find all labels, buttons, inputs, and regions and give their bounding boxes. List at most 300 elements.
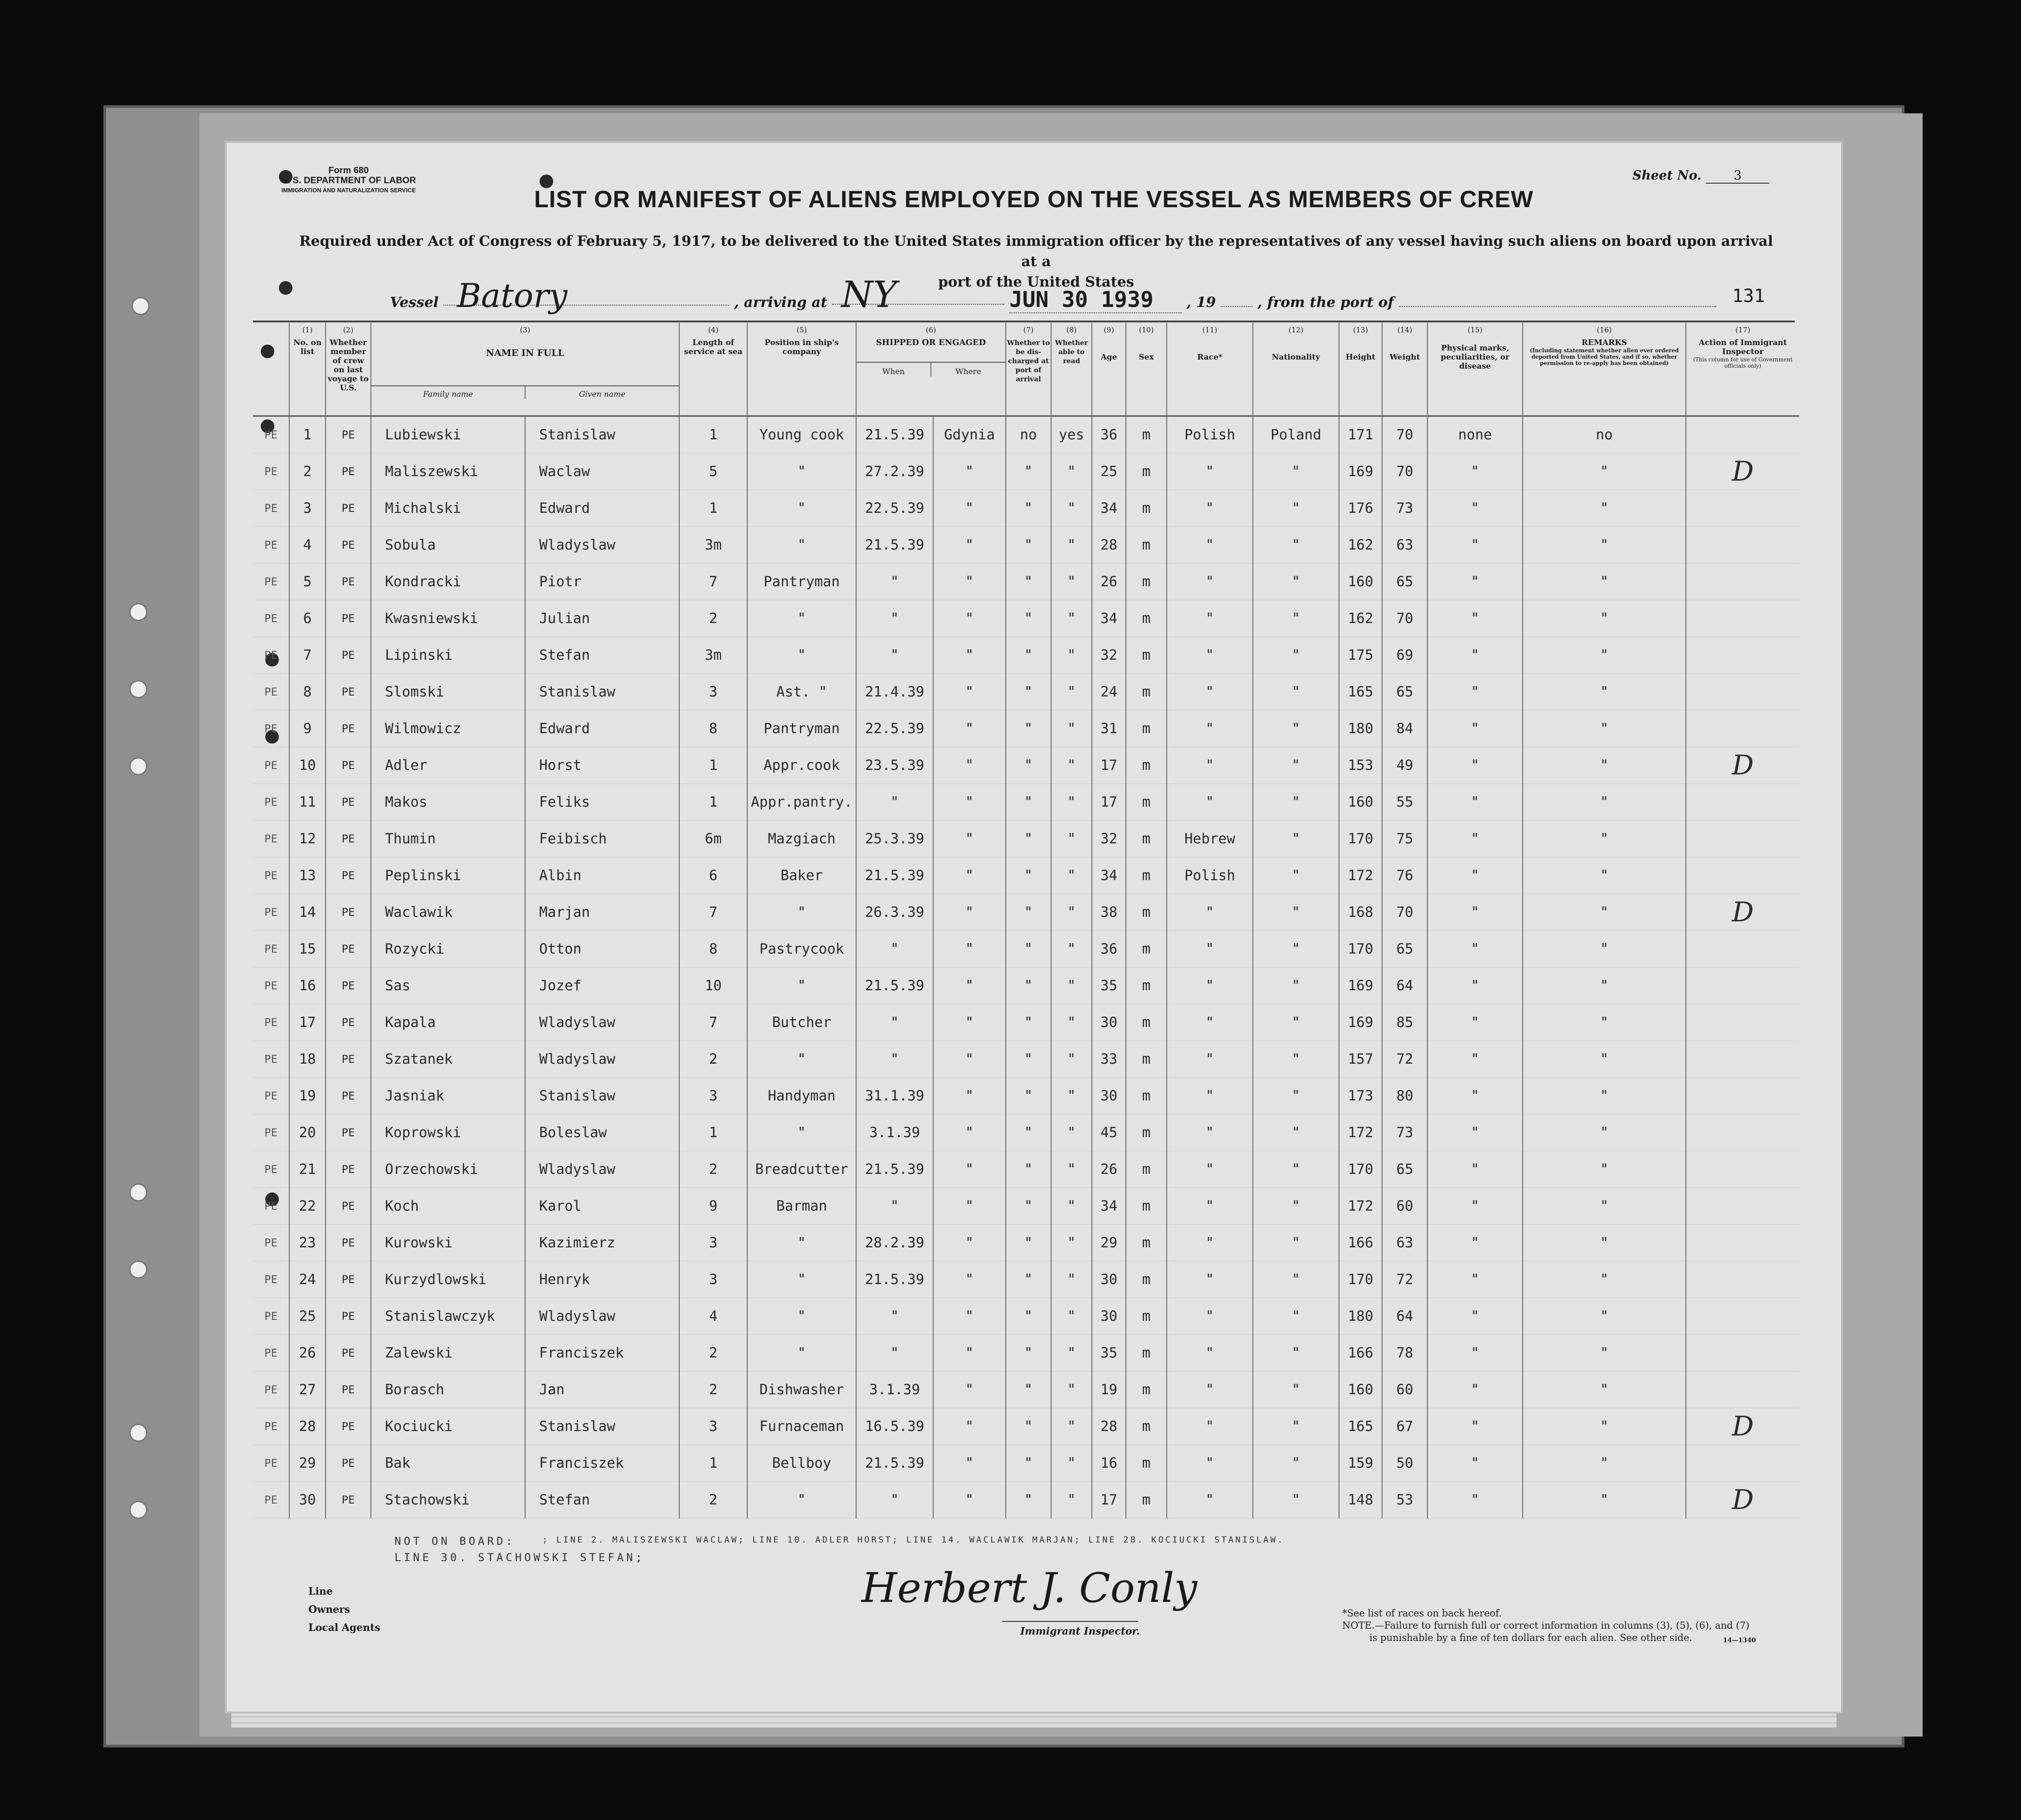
row-shipped-where: ": [933, 1445, 1006, 1481]
sheet-number: [1632, 168, 1769, 184]
row-shipped-when: 22.5.39: [856, 710, 933, 747]
row-race: ": [1167, 1077, 1253, 1114]
row-nationality: ": [1253, 1224, 1339, 1261]
row-family-name: Stachowski: [371, 1481, 525, 1518]
row-family-name: Maliszewski: [371, 453, 525, 490]
row-shipped-when: 21.4.39: [856, 673, 933, 710]
row-shipped-when: ": [856, 930, 933, 967]
row-given-name: Waclaw: [525, 453, 679, 490]
row-remarks: ": [1523, 857, 1686, 894]
row-crew-last-voyage: PE: [326, 857, 371, 894]
row-position: Ast. ": [747, 673, 856, 710]
row-shipped-where: ": [933, 1334, 1006, 1371]
row-height: 176: [1339, 490, 1382, 526]
row-age: 34: [1092, 600, 1126, 637]
row-age: 25: [1092, 453, 1126, 490]
row-weight: 50: [1382, 1445, 1427, 1481]
footer-labels: [308, 1582, 380, 1637]
row-shipped-when: 22.5.39: [856, 490, 933, 526]
row-age: 29: [1092, 1224, 1126, 1261]
row-length-of-service: 5: [679, 453, 747, 490]
row-margin-mark: PE: [253, 1334, 289, 1371]
row-sex: m: [1126, 747, 1167, 783]
footnote-fine: is punishable by a fine of ten dollars for each alien. See other side.: [1369, 1632, 1692, 1643]
when-header: When: [857, 363, 931, 376]
row-shipped-where: ": [933, 1187, 1006, 1224]
row-family-name: Kurowski: [371, 1224, 525, 1261]
row-nationality: ": [1253, 783, 1339, 820]
row-discharged: ": [1006, 1298, 1051, 1334]
row-height: 157: [1339, 1041, 1382, 1077]
row-remarks: ": [1523, 1481, 1686, 1518]
col-2-header: (2) Whether member of crew on last voyage to U.S.: [326, 323, 371, 416]
row-nationality: ": [1253, 1298, 1339, 1334]
row-crew-last-voyage: PE: [326, 820, 371, 857]
table-row: [253, 967, 1799, 1004]
row-crew-last-voyage: PE: [326, 416, 371, 453]
row-family-name: Peplinski: [371, 857, 525, 894]
row-margin-mark: PE: [253, 673, 289, 710]
row-race: ": [1167, 894, 1253, 930]
row-inspector-action: D: [1686, 747, 1799, 783]
row-remarks: ": [1523, 967, 1686, 1004]
row-sex: m: [1126, 820, 1167, 857]
footnote-races: *See list of races on back hereof.: [1342, 1608, 1502, 1619]
row-given-name: Stanislaw: [525, 416, 679, 453]
row-age: 30: [1092, 1004, 1126, 1041]
row-discharged: ": [1006, 710, 1051, 747]
row-length-of-service: 6: [679, 857, 747, 894]
row-weight: 80: [1382, 1077, 1427, 1114]
row-inspector-action: [1686, 710, 1799, 747]
row-weight: 73: [1382, 1114, 1427, 1151]
row-remarks: ": [1523, 1298, 1686, 1334]
row-position: ": [747, 894, 856, 930]
row-nationality: ": [1253, 673, 1339, 710]
row-race: ": [1167, 1114, 1253, 1151]
row-given-name: Marjan: [525, 894, 679, 930]
row-able-to-read: ": [1051, 673, 1092, 710]
row-nationality: ": [1253, 1041, 1339, 1077]
col-7-header: (7) Whether to be dis-charged at port of arrival: [1006, 323, 1051, 416]
table-row: [253, 526, 1799, 563]
row-shipped-where: ": [933, 747, 1006, 783]
row-inspector-action: [1686, 930, 1799, 967]
footnote: [1342, 1607, 1749, 1644]
row-nationality: ": [1253, 490, 1339, 526]
row-physical-marks: ": [1427, 563, 1523, 600]
sheet-value: 3: [1706, 168, 1769, 184]
row-crew-last-voyage: PE: [326, 526, 371, 563]
row-number: 27: [289, 1371, 326, 1408]
row-discharged: ": [1006, 1151, 1051, 1187]
row-shipped-when: 25.3.39: [856, 820, 933, 857]
row-weight: 67: [1382, 1408, 1427, 1445]
col-8-header: (8) Whether able to read: [1051, 323, 1092, 416]
row-able-to-read: ": [1051, 930, 1092, 967]
row-sex: m: [1126, 1298, 1167, 1334]
table-row: [253, 820, 1799, 857]
col-4-header: (4) Length of service at sea: [679, 323, 747, 416]
row-discharged: ": [1006, 1114, 1051, 1151]
row-inspector-action: [1686, 783, 1799, 820]
row-age: 34: [1092, 1187, 1126, 1224]
row-sex: m: [1126, 1151, 1167, 1187]
row-number: 30: [289, 1481, 326, 1518]
row-nationality: ": [1253, 1114, 1339, 1151]
row-given-name: Stanislaw: [525, 1408, 679, 1445]
row-weight: 70: [1382, 416, 1427, 453]
row-inspector-action: [1686, 1004, 1799, 1041]
row-inspector-action: [1686, 416, 1799, 453]
arriving-label: , arriving at: [734, 294, 828, 311]
row-able-to-read: ": [1051, 637, 1092, 673]
row-age: 31: [1092, 710, 1126, 747]
row-family-name: Thumin: [371, 820, 525, 857]
row-number: 8: [289, 673, 326, 710]
row-remarks: ": [1523, 710, 1686, 747]
row-length-of-service: 1: [679, 1445, 747, 1481]
table-row: [253, 490, 1799, 526]
row-height: 169: [1339, 453, 1382, 490]
row-height: 170: [1339, 1151, 1382, 1187]
row-weight: 63: [1382, 1224, 1427, 1261]
binder-ring: [129, 757, 147, 775]
row-discharged: ": [1006, 526, 1051, 563]
row-length-of-service: 2: [679, 600, 747, 637]
row-physical-marks: ": [1427, 1041, 1523, 1077]
row-margin-mark: PE: [253, 1371, 289, 1408]
row-nationality: ": [1253, 1481, 1339, 1518]
row-family-name: Kondracki: [371, 563, 525, 600]
row-height: 169: [1339, 967, 1382, 1004]
row-remarks: ": [1523, 526, 1686, 563]
row-physical-marks: ": [1427, 1224, 1523, 1261]
row-weight: 65: [1382, 930, 1427, 967]
row-shipped-where: ": [933, 1224, 1006, 1261]
row-inspector-action: [1686, 820, 1799, 857]
owners-label: Owners: [308, 1604, 351, 1616]
row-shipped-where: ": [933, 967, 1006, 1004]
col-1-header: (1) No. on list: [289, 323, 326, 416]
row-crew-last-voyage: PE: [326, 637, 371, 673]
row-number: 26: [289, 1334, 326, 1371]
row-height: 172: [1339, 857, 1382, 894]
row-given-name: Stanislaw: [525, 673, 679, 710]
row-crew-last-voyage: PE: [326, 1445, 371, 1481]
row-shipped-when: 21.5.39: [856, 1151, 933, 1187]
row-margin-mark: PE: [253, 637, 289, 673]
row-shipped-where: ": [933, 1151, 1006, 1187]
col-5-header: (5) Position in ship's company: [747, 323, 856, 416]
row-shipped-when: ": [856, 563, 933, 600]
row-shipped-when: ": [856, 1004, 933, 1041]
row-position: Furnaceman: [747, 1408, 856, 1445]
row-family-name: Bak: [371, 1445, 525, 1481]
row-number: 6: [289, 600, 326, 637]
row-number: 4: [289, 526, 326, 563]
col-15-header: (15) Physical marks, peculiarities, or disease: [1427, 323, 1523, 416]
row-sex: m: [1126, 1041, 1167, 1077]
row-height: 159: [1339, 1445, 1382, 1481]
row-crew-last-voyage: PE: [326, 1151, 371, 1187]
row-given-name: Edward: [525, 490, 679, 526]
row-number: 7: [289, 637, 326, 673]
row-discharged: ": [1006, 1187, 1051, 1224]
table-row: [253, 857, 1799, 894]
row-age: 35: [1092, 1334, 1126, 1371]
row-shipped-where: ": [933, 1114, 1006, 1151]
row-sex: m: [1126, 1261, 1167, 1298]
row-able-to-read: ": [1051, 747, 1092, 783]
row-race: Polish: [1167, 857, 1253, 894]
row-crew-last-voyage: PE: [326, 1224, 371, 1261]
row-position: ": [747, 1261, 856, 1298]
row-able-to-read: ": [1051, 1114, 1092, 1151]
row-number: 19: [289, 1077, 326, 1114]
row-discharged: ": [1006, 563, 1051, 600]
row-crew-last-voyage: PE: [326, 1298, 371, 1334]
row-length-of-service: 3: [679, 673, 747, 710]
row-sex: m: [1126, 526, 1167, 563]
table-row: [253, 930, 1799, 967]
row-nationality: ": [1253, 1077, 1339, 1114]
row-length-of-service: 2: [679, 1334, 747, 1371]
row-crew-last-voyage: PE: [326, 1371, 371, 1408]
row-inspector-action: [1686, 600, 1799, 637]
row-age: 17: [1092, 1481, 1126, 1518]
row-race: ": [1167, 710, 1253, 747]
row-crew-last-voyage: PE: [326, 1261, 371, 1298]
lines-note: ; LINE 2. MALISZEWSKI WACLAW; LINE 10. ADLER HORST; LINE 14. WACLAWIK MARJAN; LINE 28. KOCIUCKI STANISLAW.: [542, 1535, 1285, 1545]
row-physical-marks: ": [1427, 1298, 1523, 1334]
row-race: Polish: [1167, 416, 1253, 453]
row-margin-mark: PE: [253, 1224, 289, 1261]
col-13-header: (13) Height: [1339, 323, 1382, 416]
row-remarks: ": [1523, 1408, 1686, 1445]
row-family-name: Kociucki: [371, 1408, 525, 1445]
row-position: Appr.cook: [747, 747, 856, 783]
row-physical-marks: ": [1427, 490, 1523, 526]
row-able-to-read: ": [1051, 1224, 1092, 1261]
table-row: [253, 673, 1799, 710]
row-margin-mark: PE: [253, 1114, 289, 1151]
table-row: [253, 783, 1799, 820]
row-margin-mark: PE: [253, 1298, 289, 1334]
row-physical-marks: ": [1427, 1004, 1523, 1041]
row-family-name: Kwasniewski: [371, 600, 525, 637]
row-able-to-read: ": [1051, 1371, 1092, 1408]
subtitle-line-1: Required under Act of Congress of February 5, 1917, to be delivered to the United States immigration officer by the representatives of any vessel having such aliens on board upon arrival at a: [299, 233, 1773, 270]
row-able-to-read: ": [1051, 967, 1092, 1004]
row-shipped-where: ": [933, 1004, 1006, 1041]
row-sex: m: [1126, 710, 1167, 747]
row-margin-mark: PE: [253, 563, 289, 600]
row-shipped-where: ": [933, 1041, 1006, 1077]
row-height: 170: [1339, 1261, 1382, 1298]
row-crew-last-voyage: PE: [326, 710, 371, 747]
row-shipped-when: ": [856, 1334, 933, 1371]
row-remarks: ": [1523, 490, 1686, 526]
row-sex: m: [1126, 453, 1167, 490]
row-discharged: ": [1006, 1408, 1051, 1445]
row-crew-last-voyage: PE: [326, 453, 371, 490]
row-able-to-read: yes: [1051, 416, 1092, 453]
row-shipped-when: 26.3.39: [856, 894, 933, 930]
row-discharged: no: [1006, 416, 1051, 453]
row-given-name: Wladyslaw: [525, 526, 679, 563]
row-race: ": [1167, 1371, 1253, 1408]
form-number: Form 680: [328, 165, 369, 175]
row-age: 45: [1092, 1114, 1126, 1151]
row-shipped-where: ": [933, 710, 1006, 747]
row-family-name: Rozycki: [371, 930, 525, 967]
table-row: [253, 1041, 1799, 1077]
row-sex: m: [1126, 637, 1167, 673]
row-margin-mark: PE: [253, 1408, 289, 1445]
row-position: Dishwasher: [747, 1371, 856, 1408]
row-crew-last-voyage: PE: [326, 967, 371, 1004]
row-shipped-when: 21.5.39: [856, 1445, 933, 1481]
row-shipped-when: 3.1.39: [856, 1114, 933, 1151]
row-shipped-where: ": [933, 453, 1006, 490]
row-age: 19: [1092, 1371, 1126, 1408]
row-number: 1: [289, 416, 326, 453]
row-inspector-action: [1686, 1041, 1799, 1077]
row-position: Handyman: [747, 1077, 856, 1114]
row-crew-last-voyage: PE: [326, 563, 371, 600]
row-age: 30: [1092, 1077, 1126, 1114]
row-age: 36: [1092, 930, 1126, 967]
row-able-to-read: ": [1051, 820, 1092, 857]
row-position: Butcher: [747, 1004, 856, 1041]
row-weight: 64: [1382, 967, 1427, 1004]
row-number: 25: [289, 1298, 326, 1334]
row-number: 29: [289, 1445, 326, 1481]
row-discharged: ": [1006, 1041, 1051, 1077]
row-able-to-read: ": [1051, 563, 1092, 600]
row-discharged: ": [1006, 1004, 1051, 1041]
row-discharged: ": [1006, 967, 1051, 1004]
row-height: 165: [1339, 1408, 1382, 1445]
row-margin-mark: PE: [253, 820, 289, 857]
row-remarks: no: [1523, 416, 1686, 453]
row-weight: 76: [1382, 857, 1427, 894]
row-discharged: ": [1006, 673, 1051, 710]
row-nationality: ": [1253, 1445, 1339, 1481]
row-discharged: ": [1006, 857, 1051, 894]
row-remarks: ": [1523, 1041, 1686, 1077]
row-remarks: ": [1523, 783, 1686, 820]
row-nationality: ": [1253, 967, 1339, 1004]
row-crew-last-voyage: PE: [326, 1114, 371, 1151]
row-physical-marks: ": [1427, 747, 1523, 783]
row-number: 22: [289, 1187, 326, 1224]
row-age: 30: [1092, 1261, 1126, 1298]
row-discharged: ": [1006, 820, 1051, 857]
row-shipped-where: ": [933, 1261, 1006, 1298]
col-10-header: (10) Sex: [1126, 323, 1167, 416]
row-given-name: Kazimierz: [525, 1224, 679, 1261]
row-age: 34: [1092, 857, 1126, 894]
row-family-name: Jasniak: [371, 1077, 525, 1114]
row-discharged: ": [1006, 747, 1051, 783]
table-row: [253, 563, 1799, 600]
row-family-name: Borasch: [371, 1371, 525, 1408]
row-nationality: ": [1253, 1334, 1339, 1371]
row-inspector-action: [1686, 1298, 1799, 1334]
row-given-name: Wladyslaw: [525, 1298, 679, 1334]
row-family-name: Adler: [371, 747, 525, 783]
row-able-to-read: ": [1051, 1187, 1092, 1224]
row-nationality: ": [1253, 453, 1339, 490]
row-physical-marks: ": [1427, 1445, 1523, 1481]
row-able-to-read: ": [1051, 1334, 1092, 1371]
row-shipped-when: 21.5.39: [856, 857, 933, 894]
row-physical-marks: ": [1427, 1408, 1523, 1445]
binder-ring: [129, 1501, 147, 1519]
department-name: U. S. DEPARTMENT OF LABOR: [281, 175, 416, 185]
row-given-name: Feibisch: [525, 820, 679, 857]
sheet-label: Sheet No.: [1632, 168, 1702, 183]
row-margin-mark: PE: [253, 710, 289, 747]
row-inspector-action: D: [1686, 894, 1799, 930]
row-given-name: Jozef: [525, 967, 679, 1004]
row-shipped-when: 27.2.39: [856, 453, 933, 490]
row-weight: 60: [1382, 1187, 1427, 1224]
row-height: 173: [1339, 1077, 1382, 1114]
row-crew-last-voyage: PE: [326, 673, 371, 710]
row-sex: m: [1126, 930, 1167, 967]
row-race: ": [1167, 783, 1253, 820]
signature-text: Herbert J. Conly: [862, 1564, 1198, 1612]
row-position: ": [747, 967, 856, 1004]
row-race: ": [1167, 1334, 1253, 1371]
row-race: ": [1167, 1187, 1253, 1224]
row-physical-marks: ": [1427, 1187, 1523, 1224]
row-length-of-service: 3: [679, 1077, 747, 1114]
row-height: 160: [1339, 1371, 1382, 1408]
row-weight: 78: [1382, 1334, 1427, 1371]
row-shipped-when: ": [856, 1041, 933, 1077]
row-inspector-action: [1686, 563, 1799, 600]
table-row: [253, 453, 1799, 490]
footnote-note: NOTE.—Failure to furnish full or correct information in columns (3), (5), (6), and (7): [1342, 1620, 1750, 1631]
row-age: 24: [1092, 673, 1126, 710]
row-length-of-service: 3: [679, 1408, 747, 1445]
row-crew-last-voyage: PE: [326, 1481, 371, 1518]
row-number: 20: [289, 1114, 326, 1151]
row-family-name: Koprowski: [371, 1114, 525, 1151]
row-margin-mark: PE: [253, 1077, 289, 1114]
row-age: 30: [1092, 1298, 1126, 1334]
row-physical-marks: ": [1427, 857, 1523, 894]
row-weight: 49: [1382, 747, 1427, 783]
row-shipped-where: ": [933, 637, 1006, 673]
row-family-name: Kapala: [371, 1004, 525, 1041]
row-shipped-where: ": [933, 526, 1006, 563]
row-inspector-action: [1686, 967, 1799, 1004]
row-sex: m: [1126, 1408, 1167, 1445]
row-able-to-read: ": [1051, 783, 1092, 820]
row-weight: 65: [1382, 563, 1427, 600]
row-remarks: ": [1523, 820, 1686, 857]
col-16-header: (16) REMARKS (Including statement whether alien ever ordered deported from United States, and if so, whether permission to re-apply has been obtained): [1523, 323, 1686, 416]
row-sex: m: [1126, 563, 1167, 600]
row-shipped-where: ": [933, 490, 1006, 526]
row-nationality: ": [1253, 820, 1339, 857]
row-weight: 70: [1382, 894, 1427, 930]
